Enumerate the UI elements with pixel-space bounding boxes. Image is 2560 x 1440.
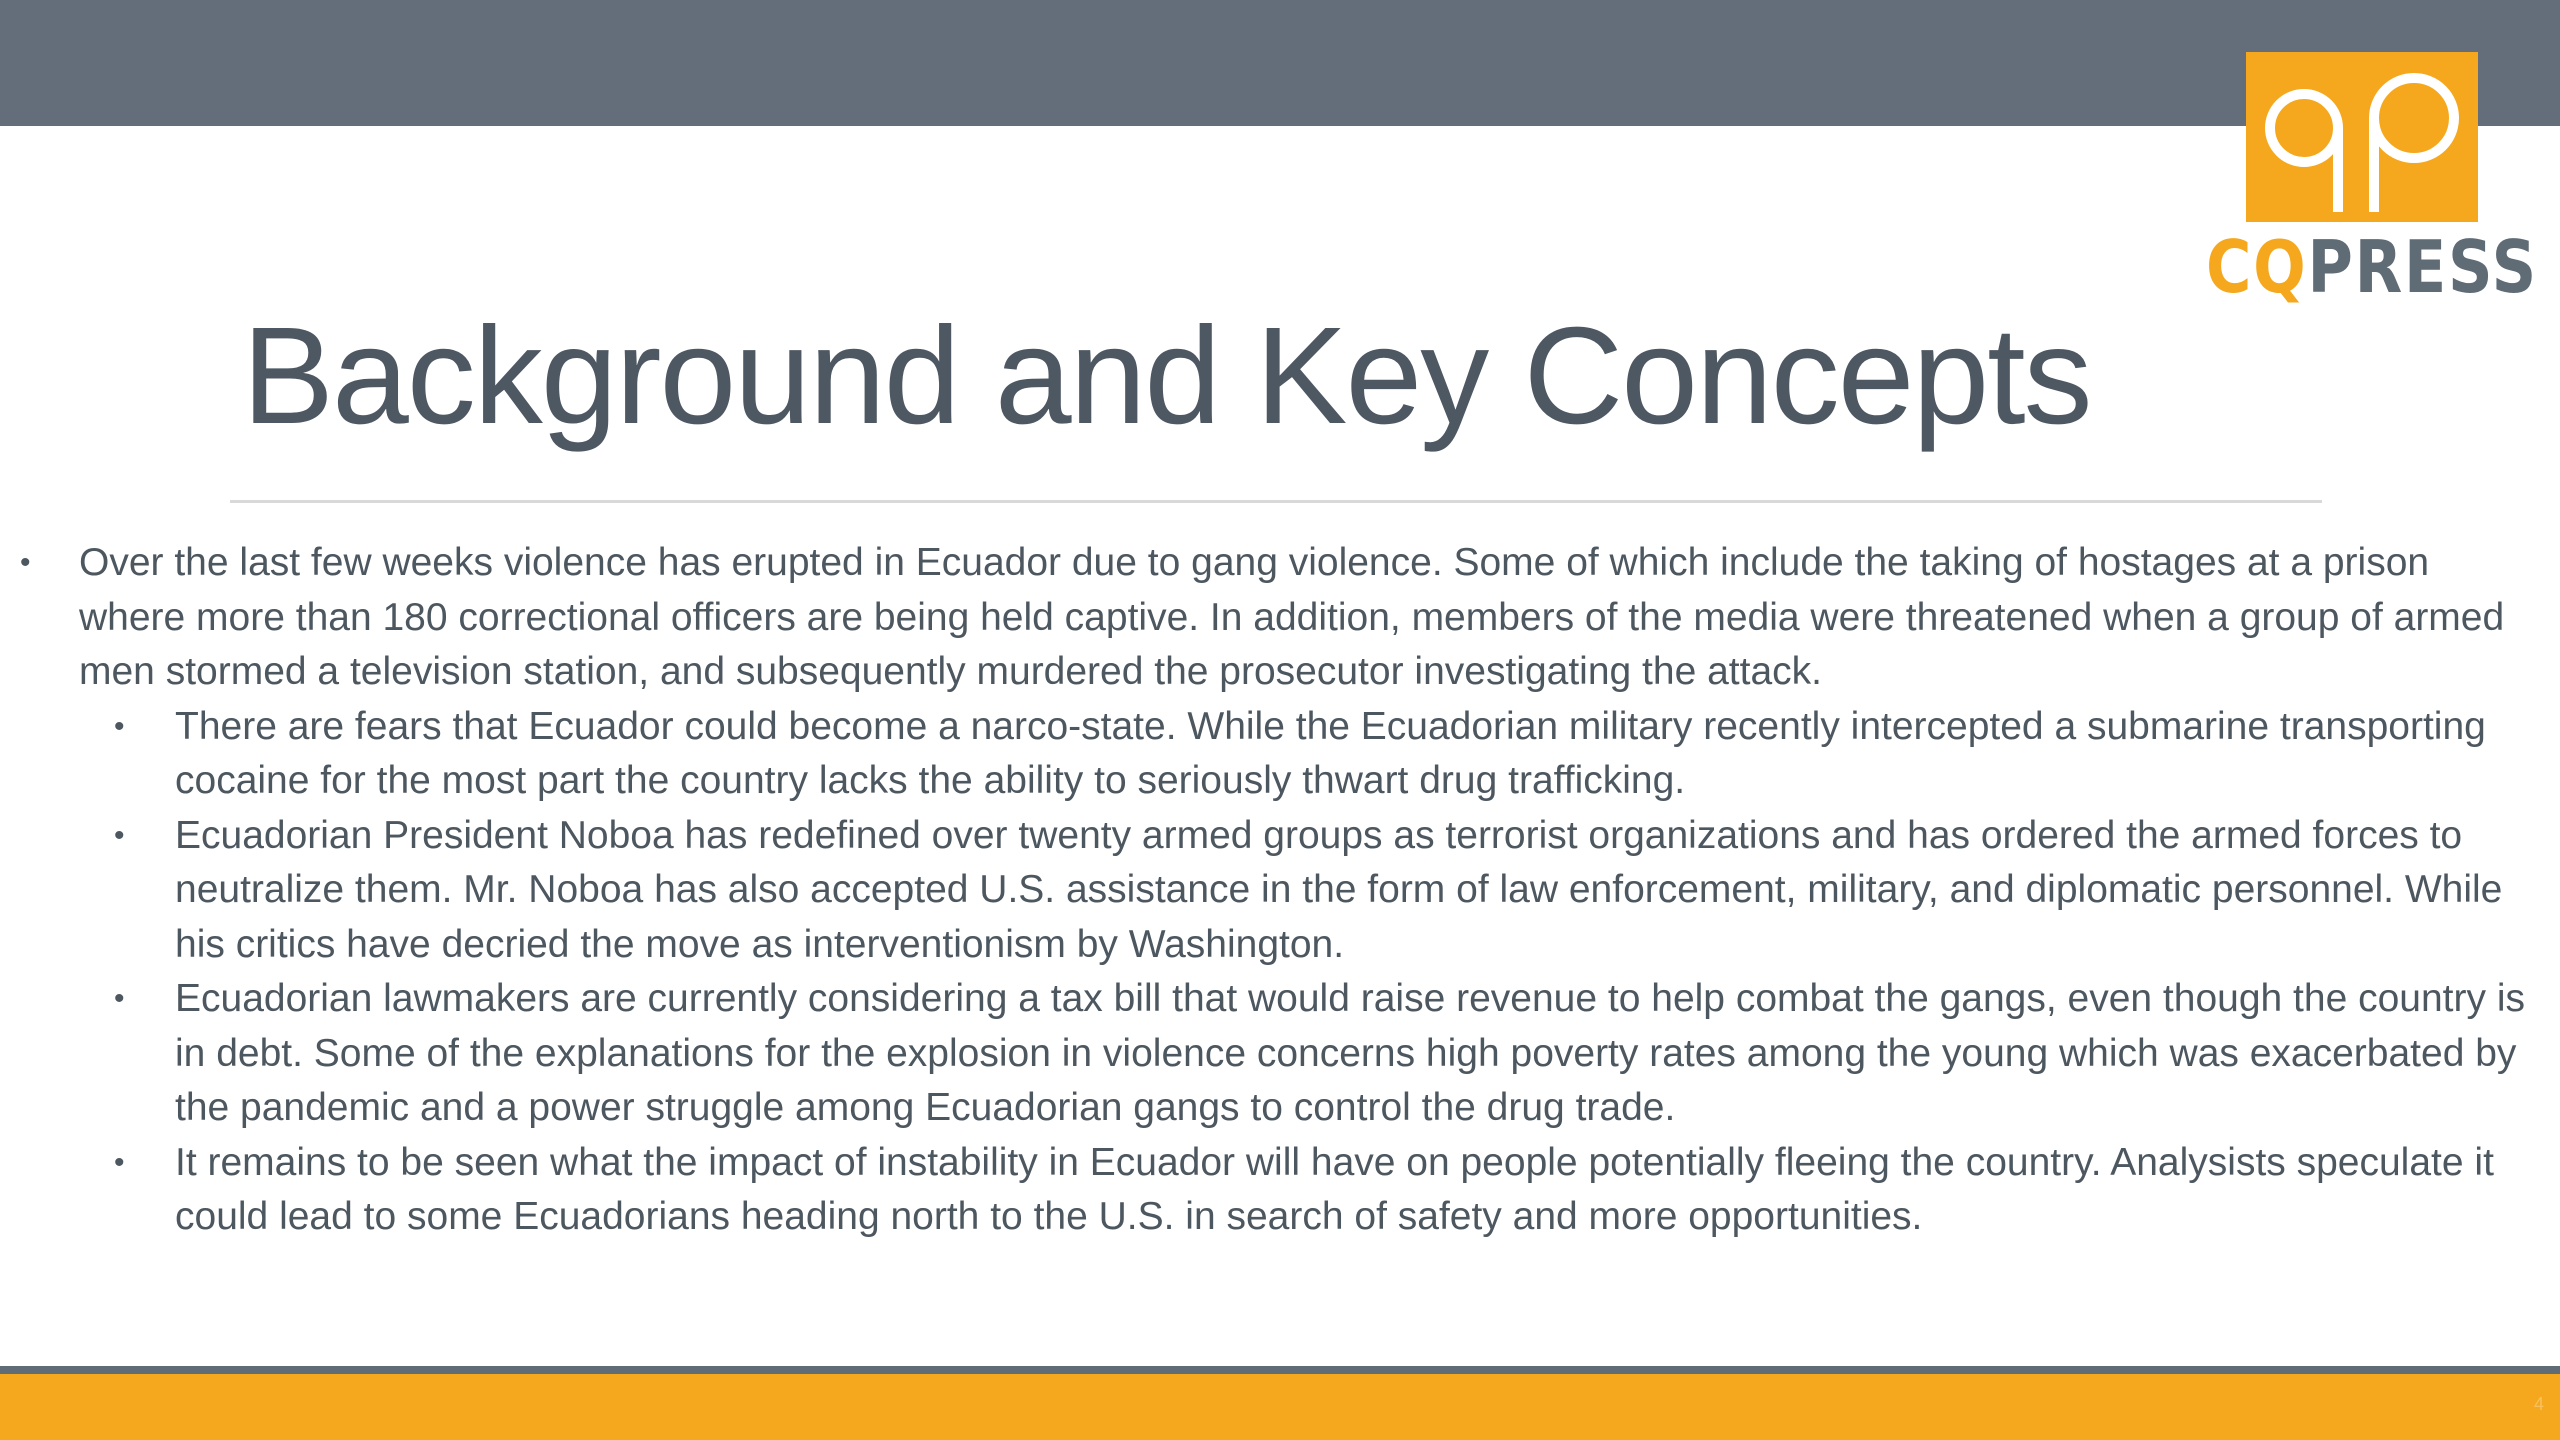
footer-divider xyxy=(0,1366,2560,1374)
bullet-text: Ecuadorian lawmakers are currently considering a tax bill that would raise revenue to help combat the gangs, even though the country is in debt. Some of the explanations for the explosion in violence concerns high poverty rates among the young which was exacerbated by the pandemic and a power struggle among Ecuadorian gangs to control the drug trade. xyxy=(175,977,2525,1129)
bullet-marker: • xyxy=(114,818,125,852)
footer-band xyxy=(0,1374,2560,1440)
bullet-marker: • xyxy=(114,709,125,743)
bullet-list xyxy=(0,536,2545,1245)
bullet-text: It remains to be seen what the impact of instability in Ecuador will have on people potentially fleeing the country. Analysists speculate it could lead to some Ecuadorians heading north to the U.S. in search of safety and more opportunities. xyxy=(175,1140,2494,1238)
header-band xyxy=(0,0,2560,126)
cq-press-logo-mark-icon xyxy=(2246,52,2478,222)
bullet-marker: • xyxy=(114,1145,125,1179)
bullet-text: There are fears that Ecuador could become a narco-state. While the Ecuadorian military recently intercepted a submarine transporting cocaine for the most part the country lacks the ability to seriously thwart drug trafficking. xyxy=(175,704,2486,802)
logo-wordmark xyxy=(2206,224,2538,310)
logo-mark-svg xyxy=(2246,52,2478,222)
sub-bullet-item xyxy=(0,809,2545,973)
page-number: 4 xyxy=(2533,1394,2544,1414)
bullet-text: Over the last few weeks violence has erupted in Ecuador due to gang violence. Some of which include the taking of hostages at a prison where more than 180 correctional officers are being held captive. In addition, members of the media were threatened when a group of armed men stormed a television station, and subsequently murdered the prosecutor investigating the attack. xyxy=(79,541,2505,693)
slide-title: Background and Key Concepts xyxy=(242,299,2091,453)
title-divider xyxy=(230,500,2322,503)
bullet-item xyxy=(0,536,2545,700)
sub-bullet-item xyxy=(0,700,2545,809)
sub-bullet-item xyxy=(0,972,2545,1136)
bullet-text: Ecuadorian President Noboa has redefined over twenty armed groups as terrorist organizations and has ordered the armed forces to neutralize them. Mr. Noboa has also accepted U.S. assistance in the form of law enforcement, military, and diplomatic personnel. While his critics have decried the move as interventionism by Washington. xyxy=(175,813,2503,966)
logo-text-press: PRESS xyxy=(2307,225,2538,309)
cq-press-logo xyxy=(2206,48,2538,310)
sub-bullet-item xyxy=(0,1136,2545,1245)
bullet-marker: • xyxy=(20,546,31,579)
logo-p-bowl xyxy=(2374,78,2454,158)
logo-text-cq: CQ xyxy=(2206,225,2308,309)
bullet-marker: • xyxy=(114,982,125,1015)
logo-q-bowl xyxy=(2270,94,2338,162)
